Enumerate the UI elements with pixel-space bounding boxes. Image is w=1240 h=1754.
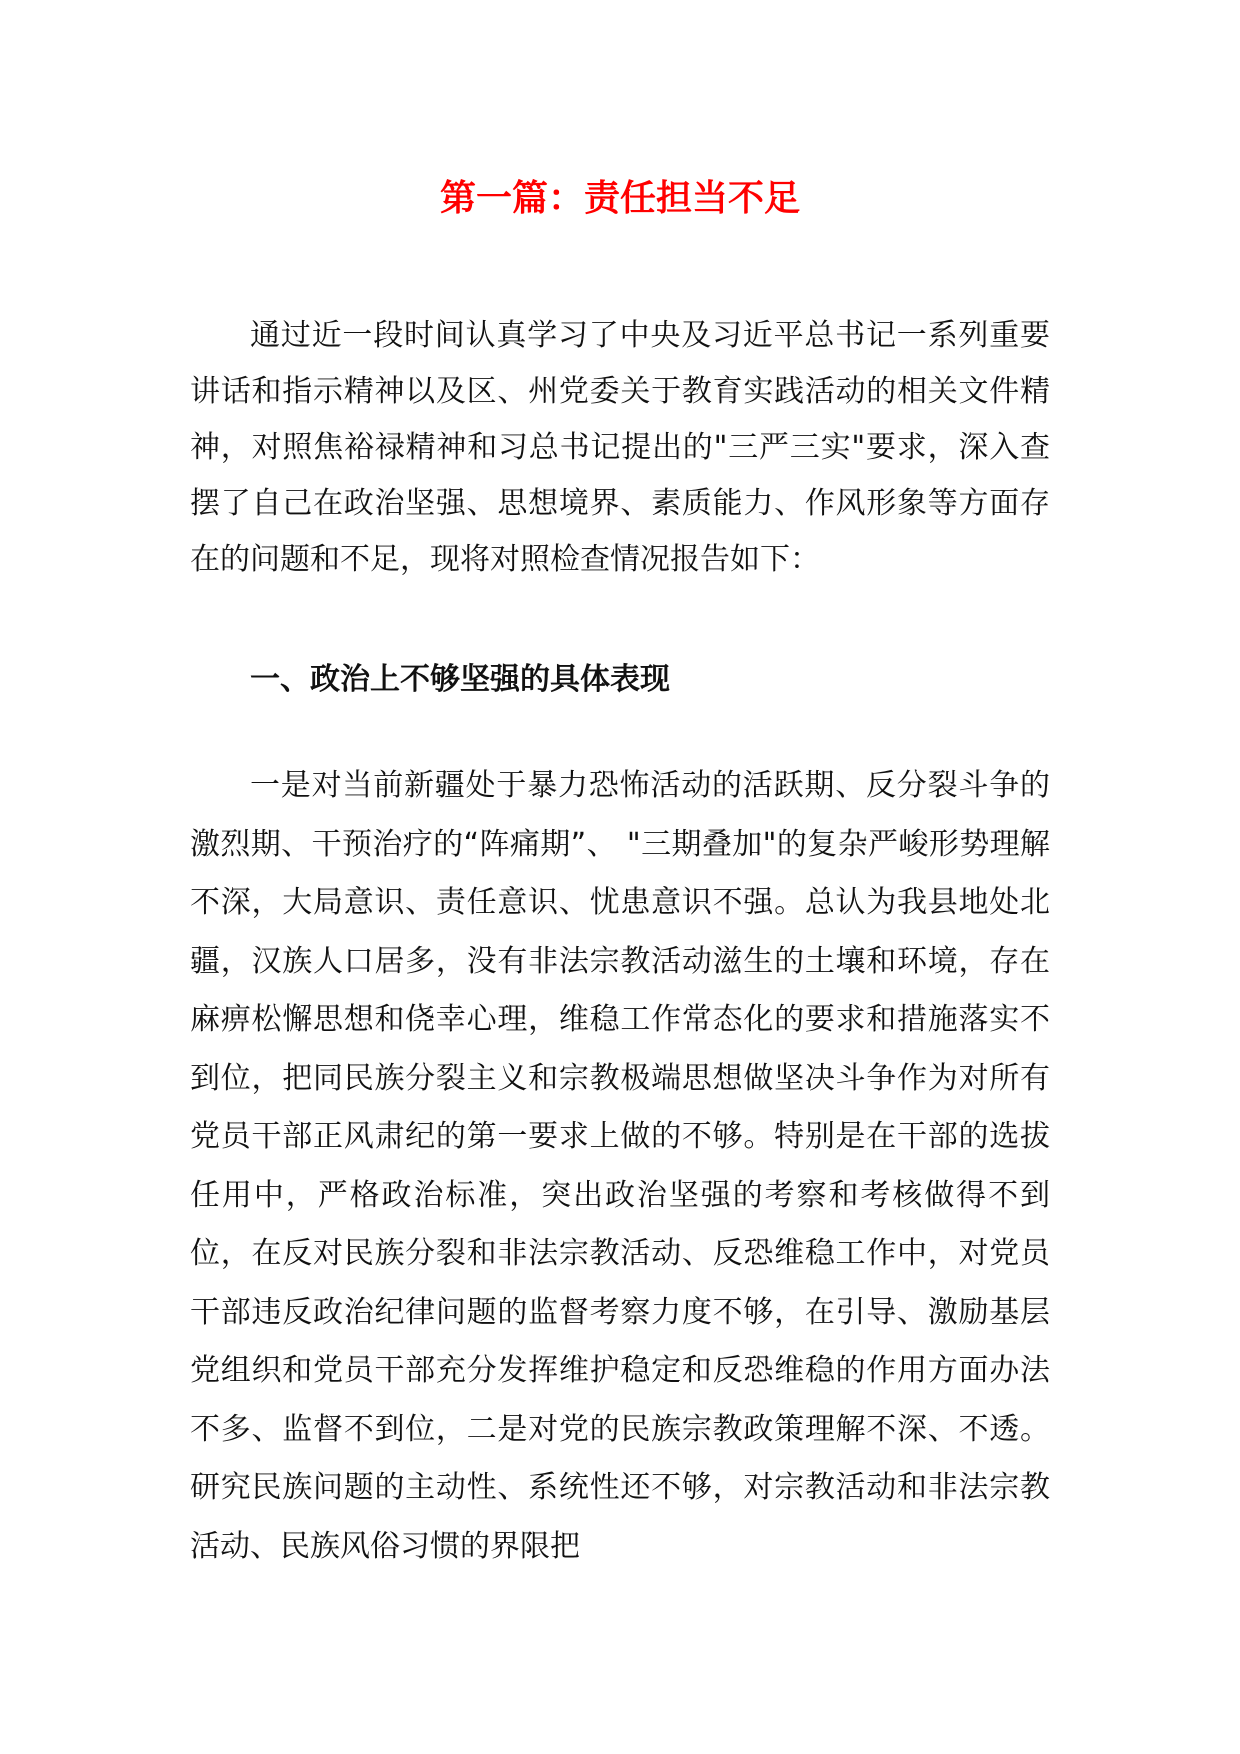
section-heading: 一、政治上不够坚强的具体表现 [250,662,670,697]
document-title: 第一篇：责任担当不足 [439,177,800,219]
intro-paragraph: 通过近一段时间认真学习了中央及习近平总书记一系列重要讲话和指示精神以及区、州党委关于教育实践活动的相关文件精神，对照焦裕禄精神和习总书记提出的"三严三实"要求，深入查摆了自己在政治坚强、思想境界、素质能力、作风形象等方面存在的问题和不足，现将对照检查情况报告如下： [190,318,1050,577]
section-body-paragraph: 一是对当前新疆处于暴力恐怖活动的活跃期、反分裂斗争的激烈期、干预治疗的“阵痛期”、 "三期叠加"的复杂严峻形势理解不深，大局意识、责任意识、忧患意识不强。总认为我县地处北疆，汉族人口居多，没有非法宗教活动滋生的土壤和环境，存在麻痹松懈思想和侥幸心理，维稳工作常态化的要求和措施落实不到位，把同民族分裂主义和宗教极端思想做坚决斗争作为对所有党员干部正风肃纪的第一要求上做的不够。特别是在干部的选拔任用中，严格政治标准，突出政治坚强的考察和考核做得不到位，在反对民族分裂和非法宗教活动、反恐维稳工作中，对党员干部违反政治纪律问题的监督考察力度不够，在引导、激励基层党组织和党员干部充分发挥维护稳定和反恐维稳的作用方面办法不多、监督不到位，二是对党的民族宗教政策理解不深、不透。研究民族问题的主动性、系统性还不够，对宗教活动和非法宗教活动、民族风俗习惯的界限把 [190,768,1050,1564]
